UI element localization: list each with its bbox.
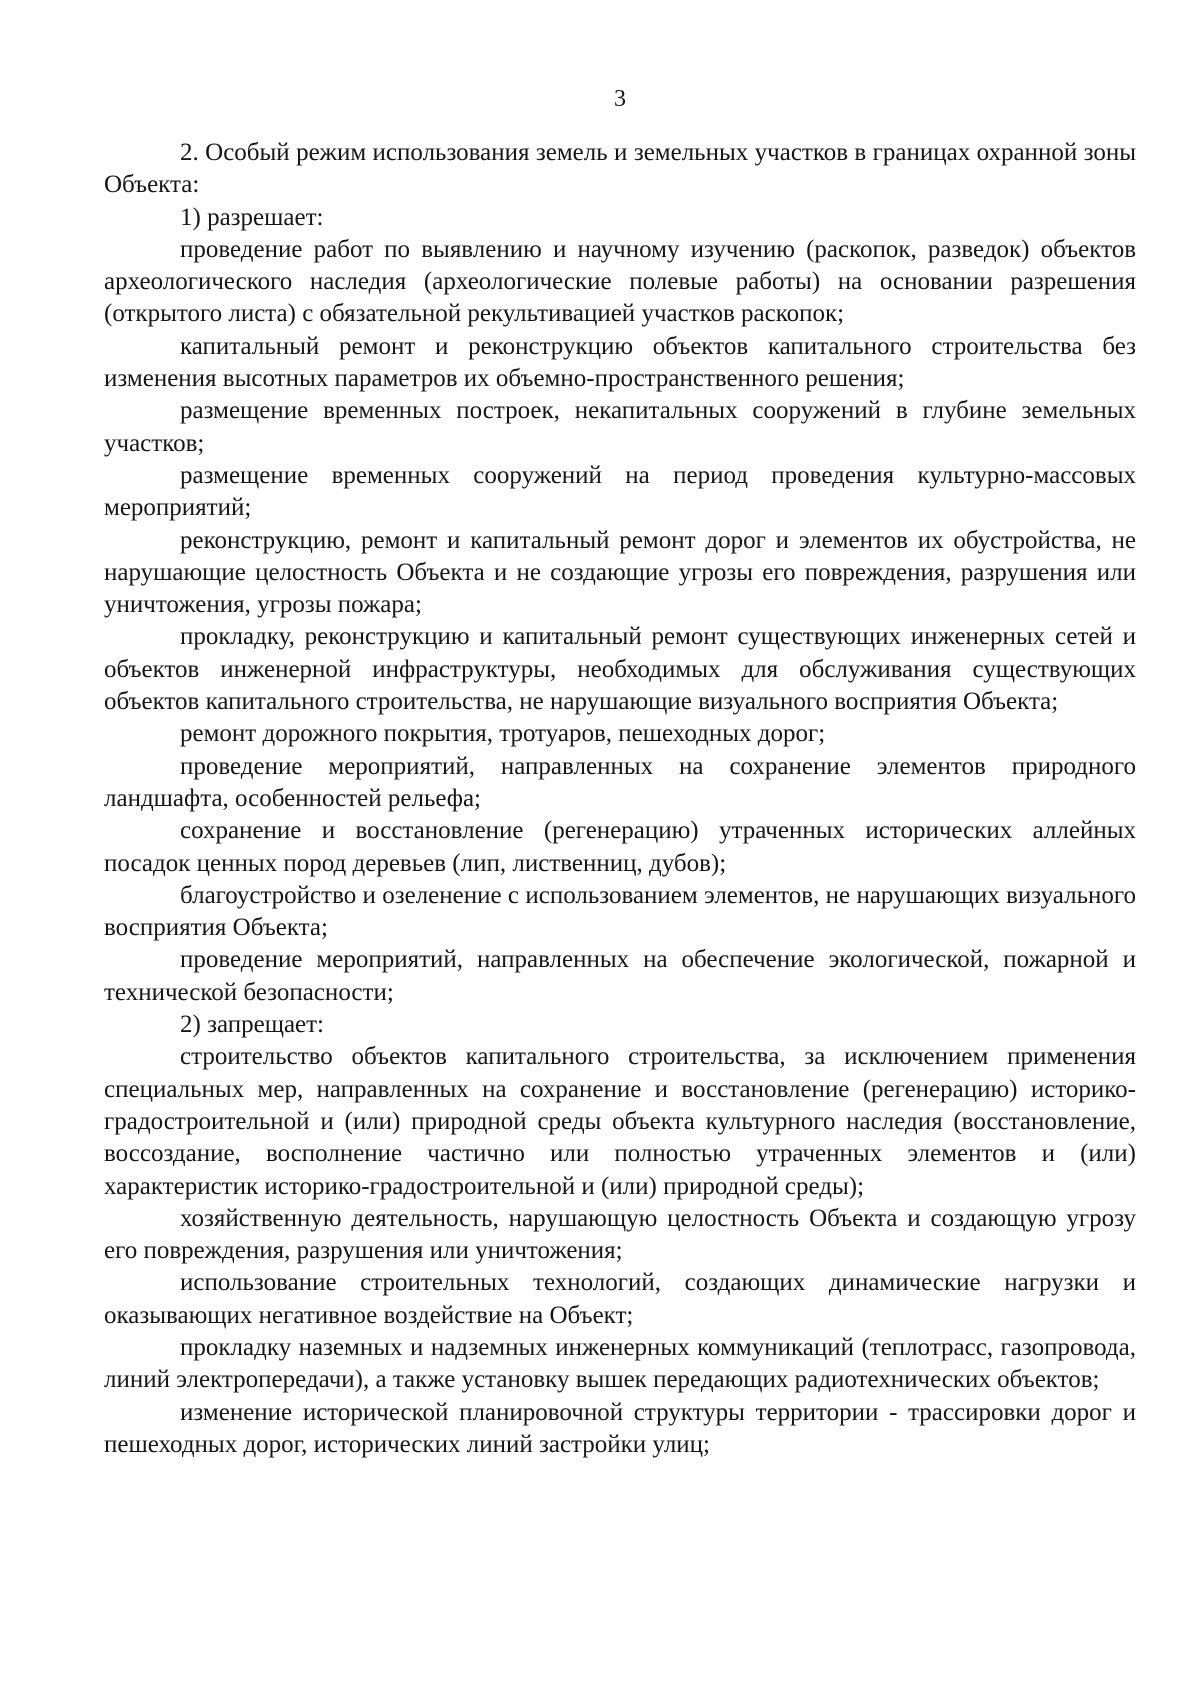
paragraph-permit-item: проведение работ по выявлению и научному изучению (раскопок, разведок) объектов археологического наследия (археологические полевые работы) на основании разрешения (открытого листа) с обязательной рекультивацией участков раскопок; [104,235,1136,328]
paragraph-permit-item: сохранение и восстановление (регенерацию) утраченных исторических аллейных посадок ценных пород деревьев (лип, лиственниц, дубов); [104,817,1136,877]
paragraph-prohibit-item: использование строительных технологий, создающих динамические нагрузки и оказывающих негативное воздействие на Объект; [104,1269,1136,1329]
paragraph-permit-item: прокладку, реконструкцию и капитальный ремонт существующих инженерных сетей и объектов инженерной инфраструктуры, необходимых для обслуживания существующих объектов капитального строительства, не нарушающие визуального восприятия Объекта; [104,623,1136,716]
paragraph-permit-item: благоустройство и озеленение с использованием элементов, не нарушающих визуального восприятия Объекта; [104,881,1136,942]
paragraph-permit-item: размещение временных сооружений на период проведения культурно-массовых мероприятий; [104,461,1136,522]
paragraph-permit-item: реконструкцию, ремонт и капитальный ремонт дорог и элементов их обустройства, не нарушающие целостность Объекта и не создающие угрозы его повреждения, разрушения или уничтожения, угрозы пожара; [104,526,1136,619]
paragraph-permit-item: проведение мероприятий, направленных на сохранение элементов природного ландшафта, особенностей рельефа; [104,752,1136,812]
paragraph-permit-item: капитальный ремонт и реконструкцию объектов капитального строительства без изменения высотных параметров их объемно-пространственного решения; [104,332,1136,393]
paragraph-permit-item: размещение временных построек, некапитальных сооружений в глубине земельных участков; [104,397,1136,457]
paragraph-prohibits-heading: 2) запрещает: [180,1011,325,1039]
document-body [104,137,1136,1461]
page-number: 3 [614,86,626,112]
paragraph-prohibit-item: строительство объектов капитального строительства, за исключением применения специальных мер, направленных на сохранение и восстановление (регенерацию) историко-градостроительной и (или) природной среды объекта культурного наследия (восстановление, воссоздание, восполнение частично или полностью утраченных элементов и (или) характеристик историко-градостроительной и (или) природной среды); [104,1043,1136,1200]
paragraph-prohibit-item: прокладку наземных и надземных инженерных коммуникаций (теплотрасс, газопровода, линий электропередачи), а также установку вышек передающих радиотехнических объектов; [104,1333,1136,1394]
paragraph-permit-item: проведение мероприятий, направленных на обеспечение экологической, пожарной и технической безопасности; [104,946,1136,1006]
paragraph-section-2-heading: 2. Особый режим использования земель и земельных участков в границах охранной зоны Объекта: [104,139,1136,199]
paragraph-permits-heading: 1) разрешает: [180,203,324,231]
paragraph-prohibit-item: хозяйственную деятельность, нарушающую целостность Объекта и создающую угрозу его повреждения, разрушения или уничтожения; [104,1204,1136,1265]
paragraph-permit-item: ремонт дорожного покрытия, тротуаров, пешеходных дорог; [180,720,826,748]
paragraph-prohibit-item: изменение исторической планировочной структуры территории - трассировки дорог и пешеходных дорог, исторических линий застройки улиц; [104,1398,1136,1458]
